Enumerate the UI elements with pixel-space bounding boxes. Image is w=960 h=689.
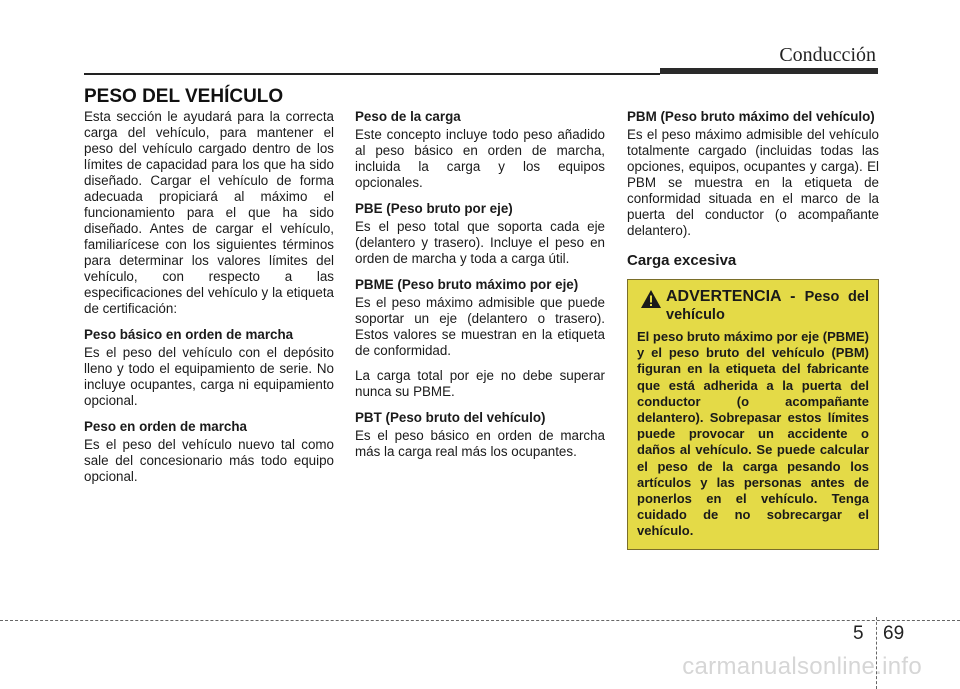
paragraph-peso-orden-marcha: Es el peso del vehículo nuevo tal como sale del concesionario más todo equipo opcional. — [84, 437, 334, 484]
paragraph-pbm: Es el peso máximo admisible del vehículo totalmente cargado (incluidas todas las opciones, equipos, ocupantes y carga). El PBM se muestra en la etiqueta de conformidad situada en el marco de la puerta del conductor (o acompañante delantero). — [627, 127, 879, 238]
paragraph-pbme: Es el peso máximo admisible que puede soportar un eje (delantero o trasero). Estos valores se muestran en la etiqueta de conformidad. — [355, 295, 605, 358]
paragraph-pbt: Es el peso básico en orden de marcha más la carga real más los ocupantes. — [355, 428, 605, 459]
paragraph-pbe: Es el peso total que soporta cada eje (delantero y trasero). Incluye el peso en orden de marcha y toda a carga útil. — [355, 219, 605, 266]
warning-label: ADVERTENCIA - — [666, 288, 796, 305]
warning-triangle-icon — [640, 289, 662, 309]
footer-divider — [0, 620, 960, 621]
column-right — [627, 109, 879, 550]
intro-paragraph: Esta sección le ayudará para la correcta carga del vehículo, para mantener el peso del vehículo cargado dentro de los límites de capacidad para los que ha sido diseñado. Cargar el vehículo de forma adecuada propiciará al máximo el funcionamiento para el que ha sido diseñado. Antes de cargar el vehículo, familiarícese con los siguientes términos para determinar los valores límites del vehículo, con respecto a las especificaciones del vehículo y la etiqueta de certificación: — [84, 109, 334, 316]
chapter-title: Conducción — [779, 44, 876, 66]
heading-pbe: PBE (Peso bruto por eje) — [355, 201, 513, 216]
page-chapter-number: 5 — [853, 623, 864, 644]
paragraph-peso-basico: Es el peso del vehículo con el depósito lleno y todo el equipamiento de serie. No incluye ocupantes, carga ni equipamiento opcional. — [84, 345, 334, 408]
section-title: PESO DEL VEHÍCULO — [84, 86, 284, 107]
warning-title — [666, 288, 869, 324]
heading-peso-orden-marcha: Peso en orden de marcha — [84, 419, 247, 434]
paragraph-pbme-limit: La carga total por eje no debe superar nunca su PBME. — [355, 368, 605, 399]
paragraph-peso-carga: Este concepto incluye todo peso añadido al peso básico en orden de marcha, incluida la carga y los equipos opcionales. — [355, 127, 605, 190]
watermark: carmanualsonline.info — [682, 653, 922, 680]
heading-peso-carga: Peso de la carga — [355, 109, 461, 124]
page-number: 69 — [883, 623, 905, 644]
header-rule — [84, 73, 660, 75]
warning-body: El peso bruto máximo por eje (PBME) y el peso bruto del vehículo (PBM) figuran en la etiqueta del fabricante que está adherida a la puerta del conductor (o acompañante delantero). Sobrepasar estos límites puede provocar un accidente o daños al vehículo. Se puede calcular el peso de la carga pesando los artículos y las personas antes de ponerlos en el vehículo. Tenga cuidado de no sobrecargar el vehículo. — [637, 329, 869, 539]
heading-pbme: PBME (Peso bruto máximo por eje) — [355, 277, 579, 292]
heading-peso-basico: Peso básico en orden de marcha — [84, 327, 294, 342]
heading-pbm: PBM (Peso bruto máximo del vehículo) — [627, 109, 875, 124]
column-left — [84, 109, 334, 494]
heading-carga-excesiva: Carga excesiva — [627, 252, 737, 269]
warning-box — [627, 279, 879, 550]
column-middle — [355, 109, 605, 469]
warning-subtitle: Peso del vehículo — [666, 289, 869, 323]
warning-header — [637, 288, 869, 324]
heading-pbt: PBT (Peso bruto del vehículo) — [355, 410, 546, 425]
header-rule-accent — [660, 68, 878, 74]
